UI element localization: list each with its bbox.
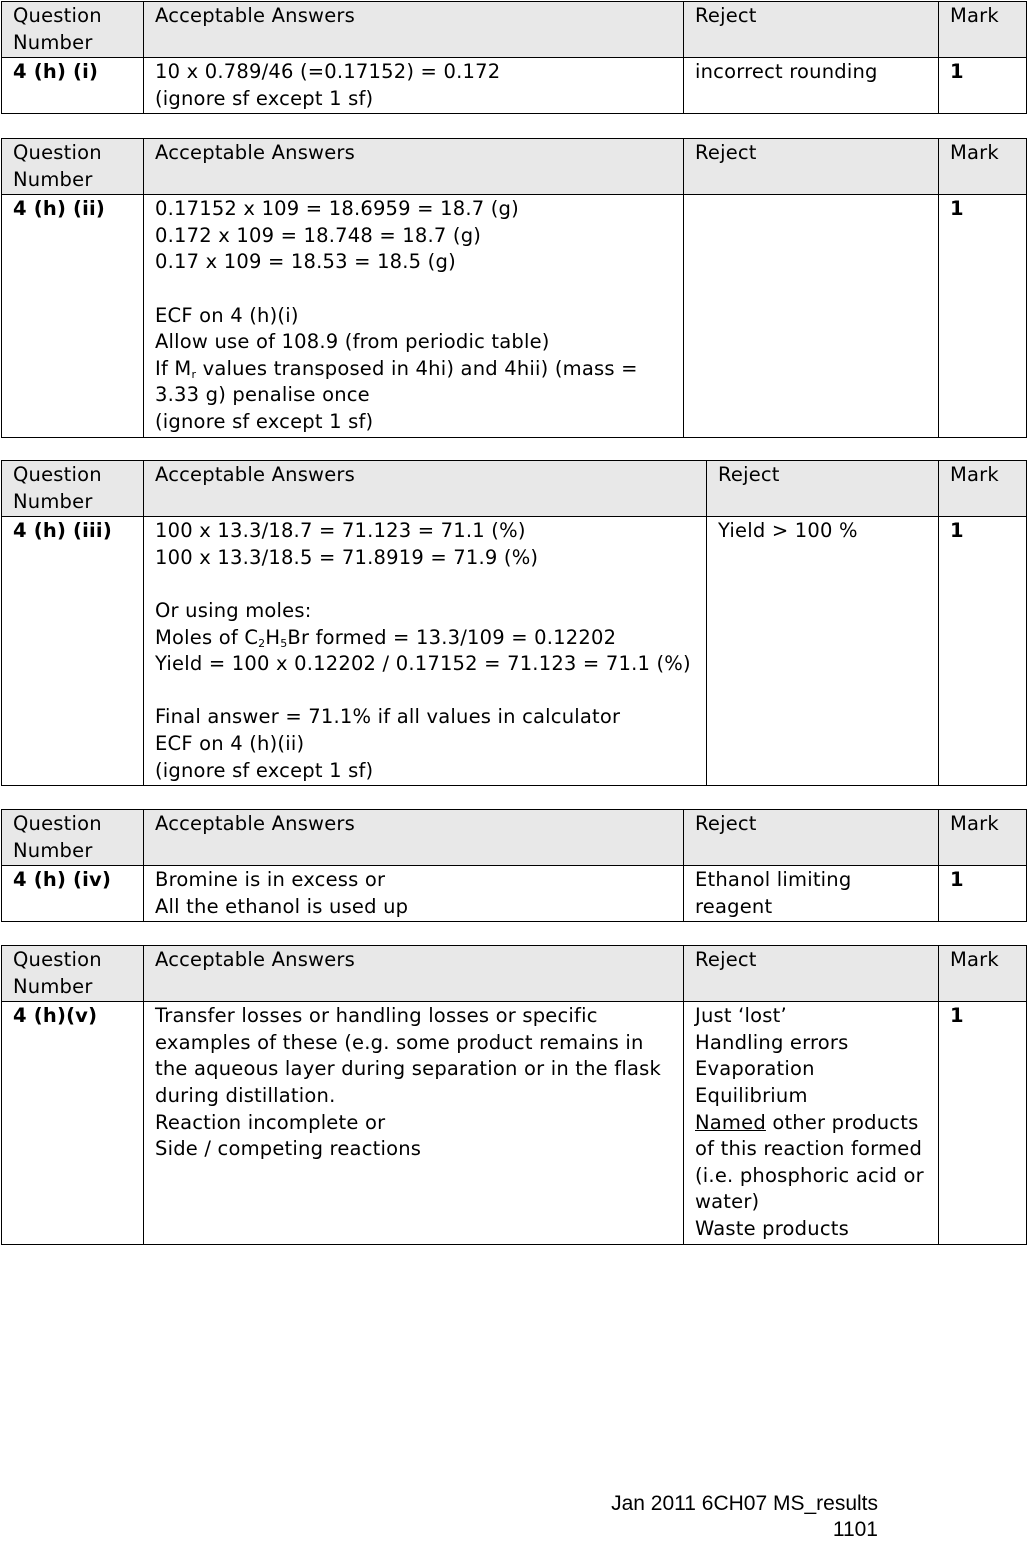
footer-document-ref: Jan 2011 6CH07 MS_results xyxy=(611,1492,878,1515)
header-row xyxy=(2,139,1027,195)
reject-line xyxy=(695,1110,927,1216)
answer-line: Side / competing reactions xyxy=(155,1137,422,1161)
mark: 1 xyxy=(939,1002,1027,1244)
mark-header: Mark xyxy=(939,2,1027,58)
header-row xyxy=(2,946,1027,1002)
acceptable-answers-header: Acceptable Answers xyxy=(144,810,684,866)
acceptable-answers xyxy=(144,195,684,437)
mark: 1 xyxy=(939,195,1027,437)
reject xyxy=(684,1002,939,1244)
answer-row xyxy=(2,58,1027,114)
answer-line: Transfer losses or handling losses or specific examples of these (e.g. some product remains in the aqueous layer during separation or in the flask during distillation. xyxy=(155,1004,661,1107)
reject-header: Reject xyxy=(684,2,939,58)
acceptable-answers xyxy=(144,1002,684,1244)
answer-line xyxy=(155,625,695,652)
reject-line: Handling errors xyxy=(695,1030,849,1054)
reject-line: Waste products xyxy=(695,1216,849,1240)
acceptable-answers xyxy=(144,517,707,786)
reject-header: Reject xyxy=(684,810,939,866)
mark-table-4hiv xyxy=(1,809,1027,922)
text: Br formed = 13.3/109 = 0.12202 xyxy=(287,625,617,649)
answer-line: Yield = 100 x 0.12202 / 0.17152 = 71.123 = 71.1 (%) xyxy=(155,652,691,676)
answer-row xyxy=(2,866,1027,922)
question-number-header: Question Number xyxy=(2,139,144,195)
question-number: 4 (h)(v) xyxy=(2,1002,144,1244)
answer-line: Or using moles: xyxy=(155,598,312,622)
answer-row xyxy=(2,517,1027,786)
answer-line: ECF on 4 (h)(i) xyxy=(155,303,299,327)
answer-line: 100 x 13.3/18.7 = 71.123 = 71.1 (%) xyxy=(155,519,526,543)
mark-table-4hii xyxy=(1,138,1027,438)
answer-line: 10 x 0.789/46 (=0.17152) = 0.172 xyxy=(155,60,501,84)
mark: 1 xyxy=(939,58,1027,114)
acceptable-answers-header: Acceptable Answers xyxy=(144,139,684,195)
answer-line: (ignore sf except 1 sf) xyxy=(155,758,374,782)
answer-row xyxy=(2,1002,1027,1244)
reject-line: Evaporation xyxy=(695,1057,815,1081)
question-number: 4 (h) (iv) xyxy=(2,866,144,922)
answer-line: 0.17 x 109 = 18.53 = 18.5 (g) xyxy=(155,250,456,274)
reject xyxy=(684,195,939,437)
mark-header: Mark xyxy=(939,139,1027,195)
subscript: 5 xyxy=(280,636,288,650)
acceptable-answers-header: Acceptable Answers xyxy=(144,461,707,517)
text: values transposed in 4hi) and 4hii) (mass = 3.33 g) penalise once xyxy=(155,356,638,407)
mark-header: Mark xyxy=(939,946,1027,1002)
acceptable-answers xyxy=(144,866,684,922)
answer-line: Reaction incomplete or xyxy=(155,1110,386,1134)
answer-line: ECF on 4 (h)(ii) xyxy=(155,731,305,755)
text: other products of this reaction formed (i.e. phosphoric acid or water) xyxy=(695,1110,924,1214)
reject-header: Reject xyxy=(707,461,939,517)
answer-line: 0.172 x 109 = 18.748 = 18.7 (g) xyxy=(155,223,482,247)
text: If M xyxy=(155,356,192,380)
question-number-header: Question Number xyxy=(2,461,144,517)
underlined-text: Named xyxy=(695,1110,766,1134)
question-number-header: Question Number xyxy=(2,2,144,58)
header-row xyxy=(2,810,1027,866)
acceptable-answers-header: Acceptable Answers xyxy=(144,946,684,1002)
question-number: 4 (h) (ii) xyxy=(2,195,144,437)
question-number-header: Question Number xyxy=(2,810,144,866)
reject-header: Reject xyxy=(684,946,939,1002)
acceptable-answers xyxy=(144,58,684,114)
answer-line: Allow use of 108.9 (from periodic table) xyxy=(155,330,550,354)
mark-table-4hiii xyxy=(1,460,1027,786)
answer-line: All the ethanol is used up xyxy=(155,894,409,918)
mark: 1 xyxy=(939,517,1027,786)
reject: Yield > 100 % xyxy=(707,517,939,786)
reject-header: Reject xyxy=(684,139,939,195)
footer-page-number: 1101 xyxy=(832,1518,878,1541)
subscript: r xyxy=(191,367,197,381)
answer-line: 100 x 13.3/18.5 = 71.8919 = 71.9 (%) xyxy=(155,545,539,569)
acceptable-answers-header: Acceptable Answers xyxy=(144,2,684,58)
question-number: 4 (h) (iii) xyxy=(2,517,144,786)
reject-line: Just ‘lost’ xyxy=(695,1004,787,1028)
question-number: 4 (h) (i) xyxy=(2,58,144,114)
reject: incorrect rounding xyxy=(684,58,939,114)
text: Moles of C xyxy=(155,625,259,649)
text: H xyxy=(265,625,281,649)
mark-table-4hv xyxy=(1,945,1027,1245)
answer-line: Bromine is in excess or xyxy=(155,868,386,892)
reject-line: Equilibrium xyxy=(695,1083,808,1107)
question-number-header: Question Number xyxy=(2,946,144,1002)
mark-table-4hi xyxy=(1,1,1027,114)
answer-row xyxy=(2,195,1027,437)
mark-header: Mark xyxy=(939,461,1027,517)
reject: Ethanol limiting reagent xyxy=(684,866,939,922)
header-row xyxy=(2,2,1027,58)
answer-line: 0.17152 x 109 = 18.6959 = 18.7 (g) xyxy=(155,197,519,221)
answer-line: (ignore sf except 1 sf) xyxy=(155,86,374,110)
mark: 1 xyxy=(939,866,1027,922)
subscript: 2 xyxy=(258,636,266,650)
answer-line xyxy=(155,356,672,409)
answer-line: Final answer = 71.1% if all values in calculator xyxy=(155,705,621,729)
header-row xyxy=(2,461,1027,517)
mark-header: Mark xyxy=(939,810,1027,866)
answer-line: (ignore sf except 1 sf) xyxy=(155,409,374,433)
page-footer xyxy=(583,1491,878,1543)
